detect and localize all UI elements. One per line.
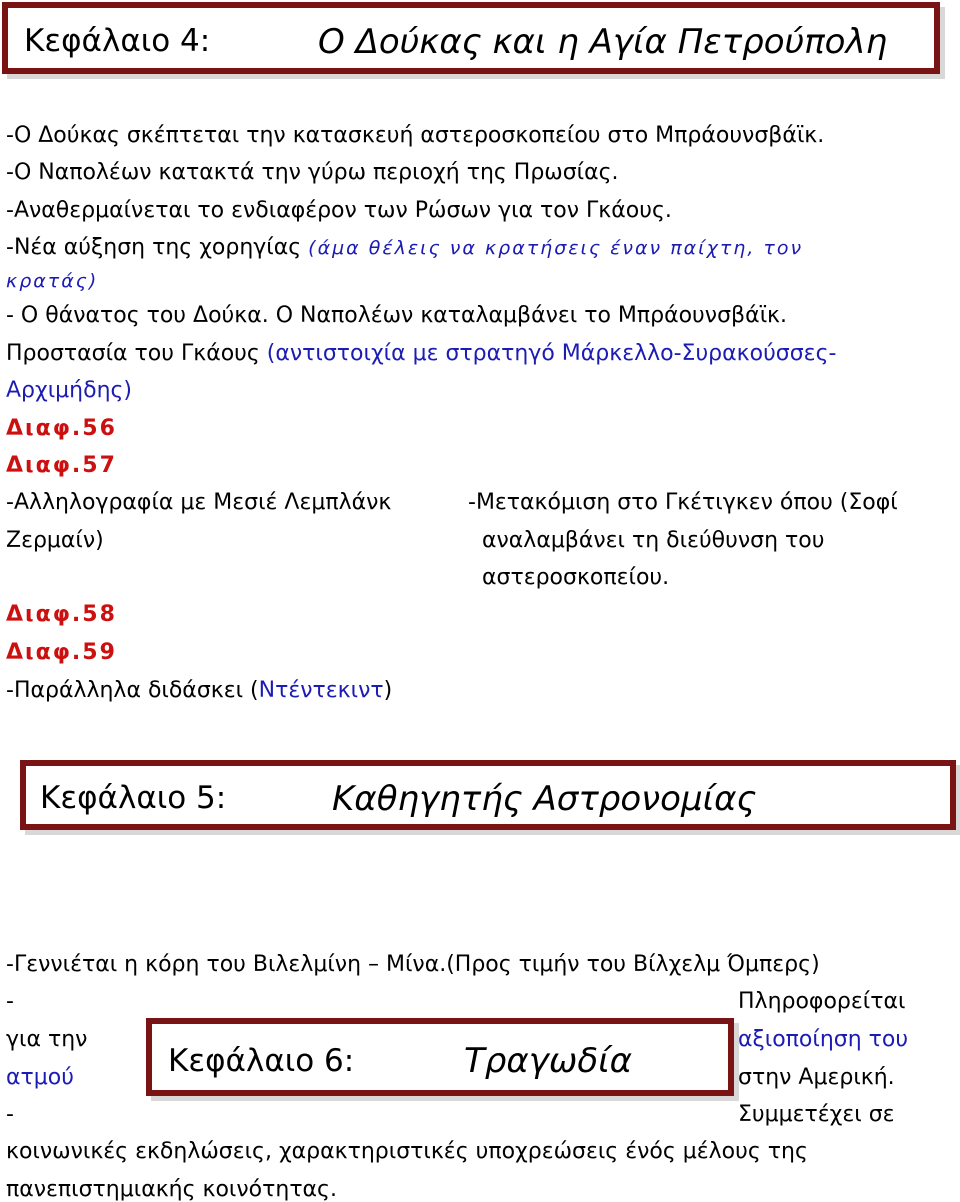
ch5-right-3: στην Αμερική. — [738, 1065, 895, 1090]
ch4-right-col-2: αναλαμβάνει τη διεύθυνση του — [482, 528, 825, 553]
ch4-line-7-close: ) — [383, 678, 393, 703]
chapter-6-header — [146, 1018, 734, 1096]
ch5-left-a: για την — [6, 1027, 88, 1052]
ch5-right-2: αξιοποίηση του — [738, 1027, 909, 1052]
ch4-left-col-2: Ζερμαίν) — [6, 528, 104, 553]
ch5-line-last-1: κοινωνικές εκδηλώσεις, χαρακτηριστικές υποχρεώσεις ένός μέλους της — [6, 1139, 808, 1164]
ch4-line-5: - Ο θάνατος του Δούκα. Ο Ναπολέων καταλαμβάνει το Μπράουνσβάϊκ. — [6, 303, 787, 328]
ch4-line-7-text: -Παράλληλα διδάσκει ( — [6, 678, 259, 703]
ch5-left-b: ατμού — [6, 1065, 74, 1090]
ch5-dash-1: - — [6, 989, 14, 1014]
chapter-4-label: Κεφάλαιο 4: — [24, 23, 211, 59]
ch4-line-6-aside-cont: Αρχιμήδης) — [6, 378, 133, 403]
ch4-line-4 — [6, 237, 803, 259]
ch4-line-1: -Ο Δούκας σκέπτεται την κατασκευή αστεροσκοπείου στο Μπράουνσβάϊκ. — [6, 123, 825, 148]
ch5-dash-2: - — [6, 1102, 14, 1127]
chapter-5-header — [20, 760, 956, 830]
ch4-line-2: -Ο Ναπολέων κατακτά την γύρω περιοχή της Πρωσίας. — [6, 160, 619, 185]
ch4-right-col-1: -Μετακόμιση στο Γκέτιγκεν όπου (Σοφί — [468, 490, 898, 515]
chapter-5-label: Κεφάλαιο 5: — [40, 780, 227, 816]
ch4-line-7 — [6, 680, 392, 702]
ch4-line-4-text: -Νέα αύξηση της χορηγίας — [6, 235, 302, 260]
chapter-6-label: Κεφάλαιο 6: — [168, 1043, 355, 1079]
chapter-5-title: Καθηγητής Αστρονομίας — [332, 779, 757, 819]
ch5-right-4: Συμμετέχει σε — [738, 1102, 895, 1127]
ch4-line-6 — [6, 343, 836, 365]
slide-ref-56: Διαφ.56 — [6, 416, 117, 441]
ch4-line-4-aside-cont: κρατάς) — [6, 270, 99, 292]
slide-ref-57: Διαφ.57 — [6, 453, 117, 478]
ch4-line-7-name: Ντέντεκιντ — [258, 678, 384, 703]
ch4-line-6-text: Προστασία του Γκάους — [6, 341, 260, 366]
chapter-6-title: Τραγωδία — [464, 1041, 633, 1081]
slide-ref-59: Διαφ.59 — [6, 640, 117, 665]
ch4-left-col-1: -Αλληλογραφία με Μεσιέ Λεμπλάνκ — [6, 490, 392, 515]
chapter-4-title: Ο Δούκας και η Αγία Πετρούπολη — [318, 22, 888, 62]
ch5-line-1: -Γεννιέται η κόρη του Βιλελμίνη – Μίνα.(Προς τιμήν του Βίλχελμ Όμπερς) — [6, 952, 820, 977]
ch4-line-4-aside: (άμα θέλεις να κρατήσεις έναν παίχτη, τον — [308, 237, 804, 259]
ch5-right-1: Πληροφορείται — [738, 989, 906, 1014]
ch4-line-3: -Αναθερμαίνεται το ενδιαφέρον των Ρώσων για τον Γκάους. — [6, 198, 672, 223]
slide-ref-58: Διαφ.58 — [6, 602, 117, 627]
ch4-line-6-aside: (αντιστοιχία με στρατηγό Μάρκελλο-Συρακούσσες- — [266, 341, 837, 366]
chapter-4-header — [2, 2, 940, 74]
ch4-right-col-3: αστεροσκοπείου. — [482, 565, 670, 590]
ch5-line-last-2: πανεπιστημιακής κοινότητας. — [6, 1177, 337, 1202]
